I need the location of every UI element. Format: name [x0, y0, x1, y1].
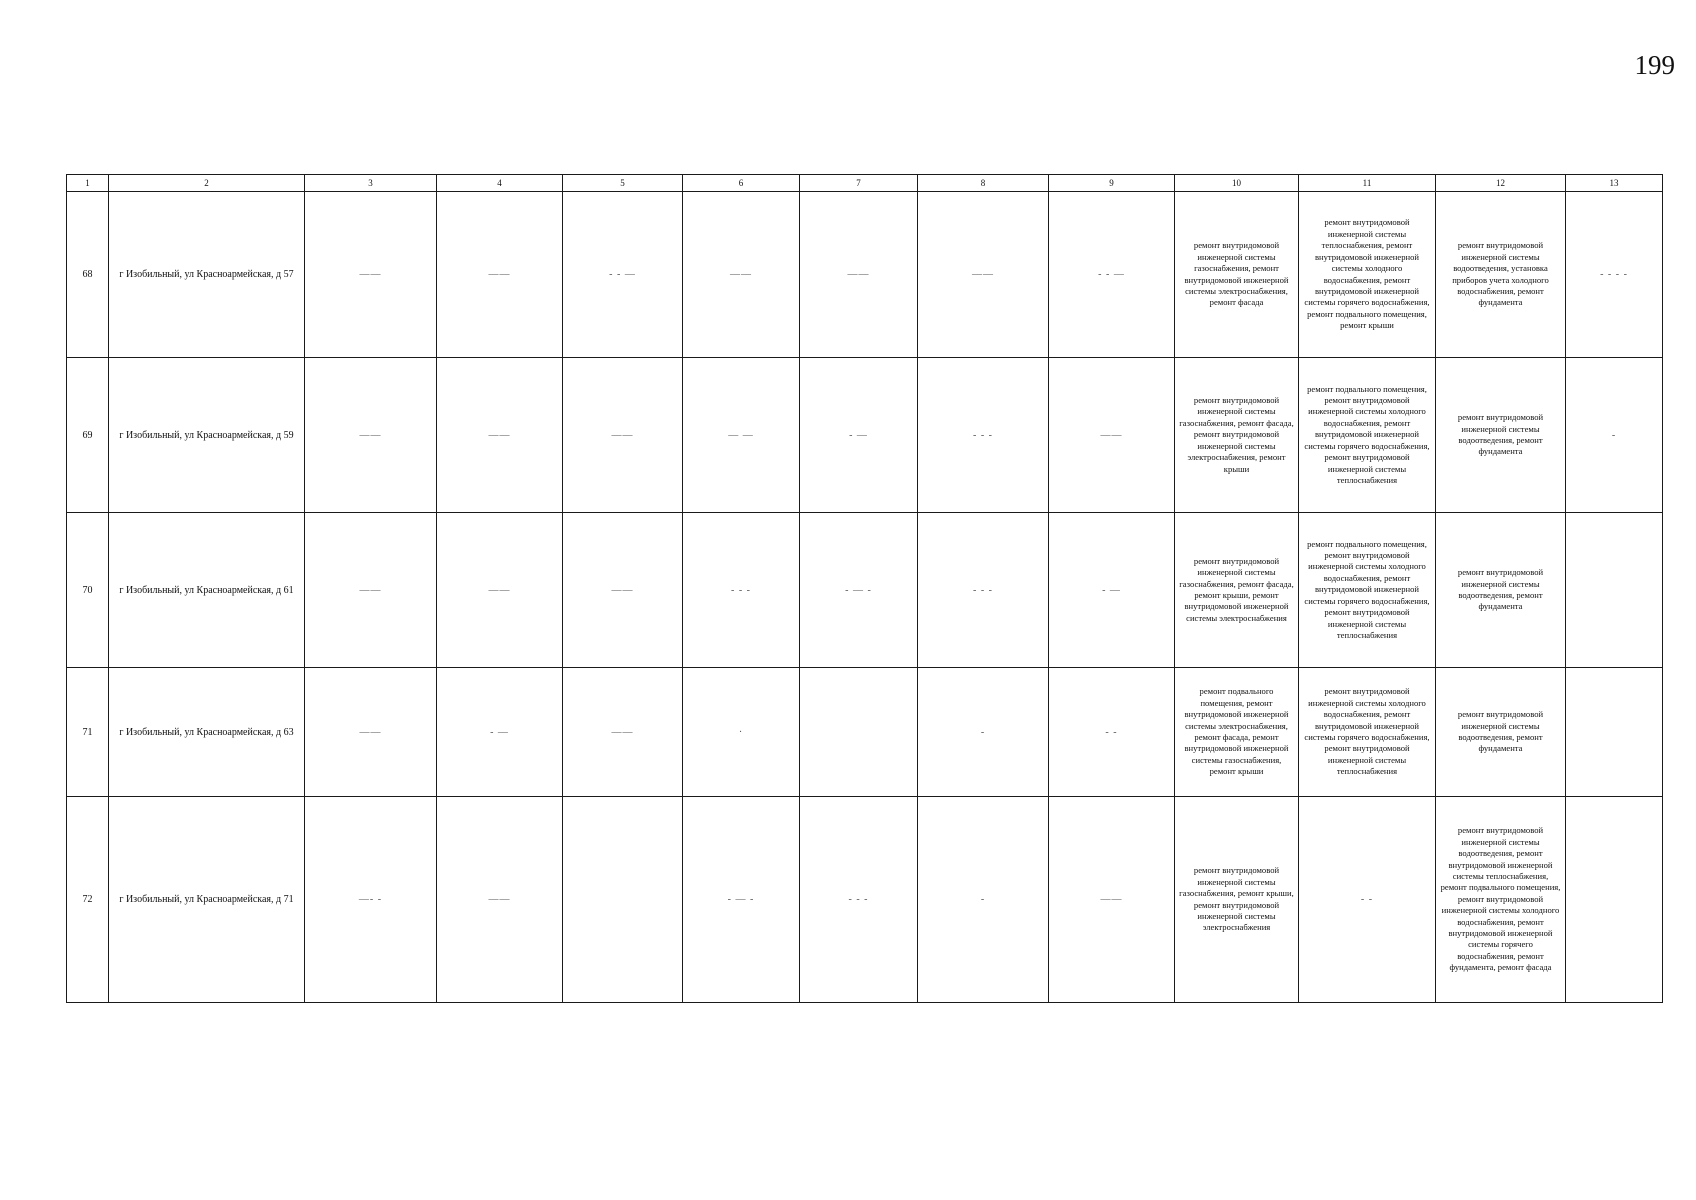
row-number: 71 [67, 668, 109, 797]
row-number: 68 [67, 192, 109, 358]
table-cell: —— [305, 513, 437, 668]
table-row [67, 192, 1663, 358]
table-cell: —— [437, 358, 563, 513]
column-header: 3 [305, 175, 437, 192]
column-header: 5 [563, 175, 683, 192]
table-cell: - - - [918, 513, 1049, 668]
table-row [67, 513, 1663, 668]
row-number: 72 [67, 797, 109, 1003]
work-description-cell: ремонт внутридомовой инженерной системы газоснабжения, ремонт внутридомовой инженерной системы электроснабжения, ремонт фасада [1175, 192, 1299, 358]
column-header: 11 [1299, 175, 1436, 192]
table-cell [1566, 668, 1663, 797]
table-cell: —— [1049, 358, 1175, 513]
table-cell: - - — [563, 192, 683, 358]
column-header: 2 [109, 175, 305, 192]
work-description-cell: ремонт подвального помещения, ремонт внутридомовой инженерной системы холодного водоснабжения, ремонт внутридомовой инженерной системы горячего водоснабжения, ремонт внутридомовой инженерной системы теплоснабжения [1299, 358, 1436, 513]
table-cell: —— [305, 358, 437, 513]
table-cell: —— [305, 192, 437, 358]
work-description-cell: ремонт внутридомовой инженерной системы холодного водоснабжения, ремонт внутридомовой инженерной системы горячего водоснабжения, ремонт внутридомовой инженерной системы теплоснабжения [1299, 668, 1436, 797]
table-cell: —— [1049, 797, 1175, 1003]
work-description-cell: ремонт внутридомовой инженерной системы газоснабжения, ремонт фасада, ремонт внутридомовой инженерной системы электроснабжения, ремонт крыши [1175, 358, 1299, 513]
work-description-cell: ремонт подвального помещения, ремонт внутридомовой инженерной системы электроснабжения, ремонт фасада, ремонт внутридомовой инженерной системы газоснабжения, ремонт крыши [1175, 668, 1299, 797]
table-row [67, 358, 1663, 513]
table-cell: - [1566, 358, 1663, 513]
column-header: 4 [437, 175, 563, 192]
work-description-cell: ремонт внутридомовой инженерной системы водоотведения, ремонт фундамента [1436, 513, 1566, 668]
column-header: 9 [1049, 175, 1175, 192]
table-cell: —— [305, 668, 437, 797]
table-cell [563, 797, 683, 1003]
table-cell: —— [563, 513, 683, 668]
address-cell: г Изобильный, ул Красноармейская, д 63 [109, 668, 305, 797]
table-row [67, 797, 1663, 1003]
work-description-cell: ремонт внутридомовой инженерной системы теплоснабжения, ремонт внутридомовой инженерной системы холодного водоснабжения, ремонт внутридомовой инженерной системы горячего водоснабжения, ремонт подвального помещения, ремонт крыши [1299, 192, 1436, 358]
table-cell [1566, 797, 1663, 1003]
table-cell: - — - [683, 797, 800, 1003]
table-cell: - — - [800, 513, 918, 668]
column-header: 6 [683, 175, 800, 192]
work-description-cell: ремонт внутридомовой инженерной системы водоотведения, ремонт фундамента [1436, 358, 1566, 513]
table-cell: —- - [305, 797, 437, 1003]
table-cell: - — [800, 358, 918, 513]
table-cell: - — [1049, 513, 1175, 668]
column-header: 10 [1175, 175, 1299, 192]
table-cell: - - - [918, 358, 1049, 513]
table-cell: - - - [683, 513, 800, 668]
table-cell: - - [1049, 668, 1175, 797]
work-description-cell: ремонт внутридомовой инженерной системы водоотведения, ремонт внутридомовой инженерной системы теплоснабжения, ремонт подвального помещения, ремонт внутридомовой инженерной системы холодного водоснабжения, ремонт внутридомовой инженерной системы горячего водоснабжения, ремонт фундамента, ремонт фасада [1436, 797, 1566, 1003]
table-cell: - - - [800, 797, 918, 1003]
work-description-cell: ремонт внутридомовой инженерной системы газоснабжения, ремонт крыши, ремонт внутридомовой инженерной системы электроснабжения [1175, 797, 1299, 1003]
table-cell: - - [1299, 797, 1436, 1003]
table-cell: —— [800, 192, 918, 358]
address-cell: г Изобильный, ул Красноармейская, д 59 [109, 358, 305, 513]
table-cell: - [918, 668, 1049, 797]
address-cell: г Изобильный, ул Красноармейская, д 61 [109, 513, 305, 668]
column-number-row [67, 175, 1663, 192]
repair-schedule-table [66, 174, 1663, 1003]
table-cell: —— [437, 513, 563, 668]
work-description-cell: ремонт внутридомовой инженерной системы водоотведения, ремонт фундамента [1436, 668, 1566, 797]
work-description-cell: ремонт подвального помещения, ремонт внутридомовой инженерной системы холодного водоснабжения, ремонт внутридомовой инженерной системы горячего водоснабжения, ремонт внутридомовой инженерной системы теплоснабжения [1299, 513, 1436, 668]
table-cell [800, 668, 918, 797]
column-header: 8 [918, 175, 1049, 192]
column-header: 1 [67, 175, 109, 192]
column-header: 13 [1566, 175, 1663, 192]
table-cell: - - — [1049, 192, 1175, 358]
table-cell [1566, 513, 1663, 668]
column-header: 12 [1436, 175, 1566, 192]
row-number: 69 [67, 358, 109, 513]
address-cell: г Изобильный, ул Красноармейская, д 71 [109, 797, 305, 1003]
address-cell: г Изобильный, ул Красноармейская, д 57 [109, 192, 305, 358]
table-cell: - — [437, 668, 563, 797]
table-cell: —— [918, 192, 1049, 358]
work-description-cell: ремонт внутридомовой инженерной системы газоснабжения, ремонт фасада, ремонт крыши, ремонт внутридомовой инженерной системы электроснабжения [1175, 513, 1299, 668]
column-header: 7 [800, 175, 918, 192]
table-cell: —— [563, 668, 683, 797]
table-cell: —— [683, 192, 800, 358]
work-description-cell: ремонт внутридомовой инженерной системы водоотведения, установка приборов учета холодного водоснабжения, ремонт фундамента [1436, 192, 1566, 358]
table-cell: —— [563, 358, 683, 513]
table-row [67, 668, 1663, 797]
table-cell: - [918, 797, 1049, 1003]
table-cell: · [683, 668, 800, 797]
row-number: 70 [67, 513, 109, 668]
table-cell: — — [683, 358, 800, 513]
table-cell: —— [437, 797, 563, 1003]
page-number: 199 [1634, 50, 1675, 80]
table-cell: —— [437, 192, 563, 358]
table-cell: - - - - [1566, 192, 1663, 358]
